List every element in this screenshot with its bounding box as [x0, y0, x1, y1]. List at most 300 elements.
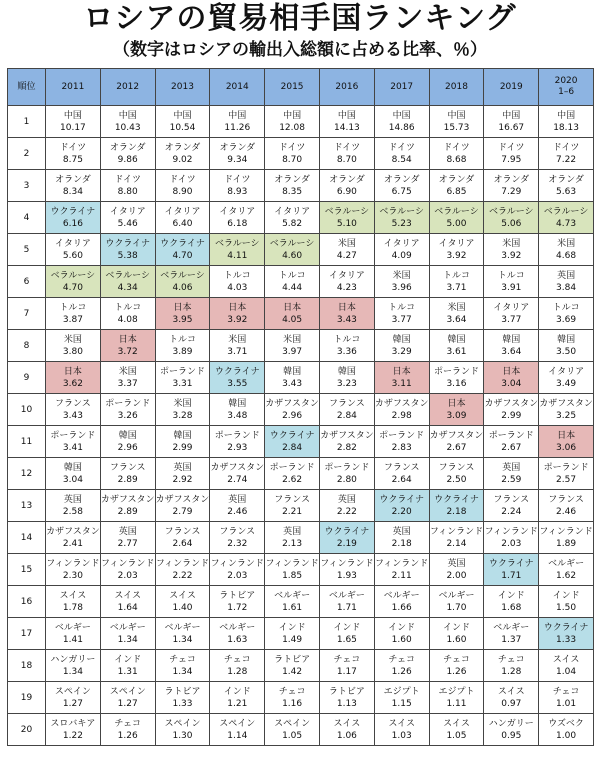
table-cell [319, 106, 374, 138]
share-value: 4.05 [282, 314, 303, 325]
table-cell [374, 426, 429, 458]
country-name: ベルギー [219, 622, 256, 633]
table-cell [374, 106, 429, 138]
share-value: 5.23 [391, 218, 412, 229]
share-value: 3.84 [556, 282, 577, 293]
table-cell [539, 330, 594, 362]
country-name: インド [114, 654, 142, 665]
share-value: 8.90 [172, 186, 193, 197]
share-value: 8.80 [117, 186, 138, 197]
share-value: 12.08 [279, 122, 305, 133]
share-value: 1.78 [62, 602, 83, 613]
share-value: 5.06 [501, 218, 522, 229]
rank-cell: 18 [8, 650, 46, 682]
table-cell [46, 394, 101, 426]
country-name: ラトビア [274, 654, 311, 665]
country-name: トルコ [114, 302, 142, 313]
country-name: カザフスタン [100, 494, 155, 505]
table-cell [374, 394, 429, 426]
country-name: チェコ [443, 654, 470, 665]
country-name: ベラルーシ [160, 270, 205, 281]
year-header: 2014 [210, 69, 265, 106]
country-name: 日本 [337, 302, 356, 313]
share-value: 1.72 [227, 602, 248, 613]
share-value: 10.43 [114, 122, 141, 133]
share-value: 1.13 [336, 698, 357, 709]
country-name: 日本 [173, 302, 192, 313]
country-name: ベルギー [328, 590, 365, 601]
share-value: 8.34 [62, 186, 83, 197]
country-name: ベルギー [274, 590, 311, 601]
table-cell [210, 170, 265, 202]
table-cell [46, 458, 101, 490]
share-value: 3.16 [446, 378, 467, 389]
share-value: 3.26 [117, 410, 138, 421]
table-row [8, 362, 594, 394]
country-name: ウクライナ [543, 622, 589, 633]
share-value: 2.96 [117, 442, 138, 453]
share-value: 3.50 [556, 346, 577, 357]
country-name: 米国 [63, 334, 82, 345]
share-value: 1.68 [501, 602, 522, 613]
country-name: ポーランド [324, 462, 370, 473]
share-value: 2.64 [172, 538, 193, 549]
country-name: カザフスタン [210, 462, 265, 473]
country-name: スイス [552, 654, 580, 665]
table-cell [374, 330, 429, 362]
country-name: スイス [114, 590, 142, 601]
share-value: 8.93 [227, 186, 248, 197]
table-cell [484, 650, 539, 682]
country-name: チェコ [169, 654, 196, 665]
country-name: イタリア [548, 366, 585, 377]
share-value: 1.01 [556, 698, 577, 709]
table-cell [374, 490, 429, 522]
table-cell [46, 586, 101, 618]
country-name: 英国 [228, 494, 247, 505]
share-value: 4.34 [117, 282, 138, 293]
country-name: ラトビア [219, 590, 256, 601]
country-name: 米国 [392, 270, 411, 281]
rank-cell: 1 [8, 106, 46, 138]
share-value: 1.40 [172, 602, 193, 613]
share-value: 3.89 [172, 346, 193, 357]
table-cell [484, 714, 539, 746]
rank-cell: 12 [8, 458, 46, 490]
share-value: 1.31 [117, 666, 138, 677]
table-cell [319, 554, 374, 586]
country-name: ウクライナ [488, 558, 534, 569]
table-cell [100, 106, 155, 138]
rank-cell: 8 [8, 330, 46, 362]
table-cell [100, 426, 155, 458]
table-cell [374, 522, 429, 554]
country-name: ベラルーシ [215, 238, 260, 249]
table-row [8, 714, 594, 746]
share-value: 2.22 [336, 506, 357, 517]
country-name: 日本 [447, 398, 466, 409]
table-cell [484, 426, 539, 458]
year-header: 2015 [265, 69, 320, 106]
table-cell [374, 586, 429, 618]
year-header: 2013 [155, 69, 210, 106]
country-name: スイス [497, 686, 525, 697]
share-value: 1.89 [556, 538, 577, 549]
country-name: オランダ [329, 174, 365, 185]
country-name: カザフスタン [155, 494, 210, 505]
table-cell [210, 362, 265, 394]
country-name: 中国 [337, 110, 356, 121]
country-name: インド [497, 590, 525, 601]
table-cell [265, 554, 320, 586]
country-name: 韓国 [228, 398, 247, 409]
table-cell [374, 618, 429, 650]
table-cell [100, 586, 155, 618]
country-name: 日本 [283, 302, 302, 313]
rank-cell: 3 [8, 170, 46, 202]
share-value: 2.64 [391, 474, 412, 485]
country-name: イタリア [274, 206, 311, 217]
share-value: 4.44 [282, 282, 303, 293]
table-cell [319, 394, 374, 426]
table-cell [155, 202, 210, 234]
table-cell [319, 714, 374, 746]
share-value: 3.95 [172, 314, 193, 325]
country-name: ベルギー [438, 590, 475, 601]
table-cell [155, 650, 210, 682]
table-cell [429, 362, 484, 394]
country-name: カザフスタン [46, 526, 100, 537]
share-value: 1.34 [117, 634, 138, 645]
country-name: 日本 [228, 302, 247, 313]
share-value: 6.90 [336, 186, 357, 197]
table-cell [210, 682, 265, 714]
country-name: ラトビア [164, 686, 201, 697]
table-cell [319, 138, 374, 170]
table-cell [210, 650, 265, 682]
page-title: ロシアの貿易相手国ランキング [83, 1, 517, 36]
table-cell [46, 106, 101, 138]
share-value: 2.24 [501, 506, 522, 517]
country-name: イタリア [328, 270, 365, 281]
table-cell [484, 266, 539, 298]
country-name: 韓国 [173, 430, 192, 441]
share-value: 2.98 [391, 410, 412, 421]
share-value: 3.61 [446, 346, 467, 357]
table-cell [46, 330, 101, 362]
country-name: ウクライナ [214, 366, 260, 377]
share-value: 3.48 [227, 410, 248, 421]
share-value: 9.34 [227, 154, 248, 165]
country-name: イタリア [219, 206, 256, 217]
table-cell [429, 298, 484, 330]
table-cell [539, 266, 594, 298]
share-value: 1.60 [391, 634, 412, 645]
share-value: 1.70 [446, 602, 467, 613]
table-cell [539, 138, 594, 170]
table-cell [429, 266, 484, 298]
table-cell [155, 298, 210, 330]
share-value: 1.49 [282, 634, 303, 645]
table-cell [46, 682, 101, 714]
rank-cell: 16 [8, 586, 46, 618]
share-value: 11.26 [224, 122, 251, 133]
share-value: 8.54 [391, 154, 412, 165]
country-name: トルコ [223, 270, 251, 281]
country-name: チェコ [333, 654, 361, 665]
table-cell [484, 138, 539, 170]
share-value: 2.67 [446, 442, 467, 453]
table-cell [429, 106, 484, 138]
share-value: 10.54 [169, 122, 196, 133]
table-cell [210, 490, 265, 522]
table-cell [210, 298, 265, 330]
country-name: 日本 [392, 366, 411, 377]
share-value: 1.50 [556, 602, 577, 613]
country-name: エジプト [383, 686, 420, 697]
table-cell [319, 522, 374, 554]
table-cell [265, 202, 320, 234]
country-name: イタリア [438, 238, 475, 249]
table-cell [155, 170, 210, 202]
share-value: 1.60 [446, 634, 467, 645]
table-cell [484, 298, 539, 330]
table-cell [46, 362, 101, 394]
table-cell [46, 522, 101, 554]
country-name: 米国 [502, 238, 521, 249]
share-value: 1.61 [282, 602, 303, 613]
country-name: 米国 [337, 238, 356, 249]
country-name: インド [223, 686, 251, 697]
share-value: 1.27 [117, 698, 138, 709]
table-cell [100, 170, 155, 202]
share-value: 1.93 [336, 570, 357, 581]
table-row [8, 490, 594, 522]
year-header: 2017 [374, 69, 429, 106]
share-value: 1.71 [336, 602, 357, 613]
share-value: 2.82 [336, 442, 357, 453]
share-value: 1.26 [446, 666, 467, 677]
table-cell [210, 138, 265, 170]
share-value: 1.66 [391, 602, 412, 613]
share-value: 3.43 [282, 378, 303, 389]
country-name: フィンランド [46, 558, 100, 569]
table-cell [210, 330, 265, 362]
rank-cell: 20 [8, 714, 46, 746]
share-value: 2.89 [117, 506, 138, 517]
country-name: ポーランド [488, 430, 534, 441]
share-value: 3.72 [117, 346, 138, 357]
share-value: 1.14 [227, 730, 248, 741]
table-cell [319, 266, 374, 298]
country-name: オランダ [164, 142, 201, 153]
table-cell [100, 330, 155, 362]
share-value: 3.04 [501, 378, 522, 389]
share-value: 2.99 [172, 442, 193, 453]
table-cell [484, 202, 539, 234]
table-cell [319, 618, 374, 650]
share-value: 5.46 [117, 218, 138, 229]
table-cell [429, 426, 484, 458]
country-name: イタリア [109, 206, 146, 217]
country-name: フィンランド [539, 526, 593, 537]
country-name: スペイン [54, 686, 91, 697]
table-row [8, 618, 594, 650]
header-row [8, 69, 594, 106]
table-cell [155, 394, 210, 426]
table-cell [46, 266, 101, 298]
share-value: 0.97 [501, 698, 522, 709]
table-body [8, 106, 594, 746]
country-name: 日本 [557, 430, 576, 441]
table-cell [155, 458, 210, 490]
country-name: カザフスタン [539, 398, 593, 409]
table-cell [100, 618, 155, 650]
share-value: 1.22 [62, 730, 83, 741]
country-name: トルコ [59, 302, 87, 313]
country-name: 韓国 [557, 334, 576, 345]
share-value: 2.96 [282, 410, 303, 421]
table-cell [539, 106, 594, 138]
country-name: チェコ [497, 654, 525, 665]
table-cell [100, 490, 155, 522]
country-name: スペイン [164, 718, 201, 729]
country-name: オランダ [274, 174, 310, 185]
country-name: 韓国 [502, 334, 521, 345]
table-cell [155, 522, 210, 554]
share-value: 2.22 [172, 570, 193, 581]
share-value: 1.85 [282, 570, 303, 581]
share-value: 2.93 [227, 442, 248, 453]
country-name: スイス [59, 590, 87, 601]
share-value: 4.03 [227, 282, 248, 293]
share-value: 2.30 [62, 570, 83, 581]
table-cell [429, 330, 484, 362]
share-value: 3.62 [62, 378, 83, 389]
country-name: フィンランド [101, 558, 155, 569]
share-value: 3.43 [62, 410, 83, 421]
rank-cell: 13 [8, 490, 46, 522]
country-name: 日本 [118, 334, 137, 345]
country-name: 韓国 [63, 462, 82, 473]
share-value: 4.08 [117, 314, 138, 325]
table-cell [484, 394, 539, 426]
table-cell [539, 298, 594, 330]
share-value: 4.70 [172, 250, 193, 261]
table-cell [265, 618, 320, 650]
table-cell [374, 138, 429, 170]
table-cell [374, 202, 429, 234]
page-subtitle: （数字はロシアの輸出入総額に占める比率、％） [113, 40, 487, 60]
country-name: フランス [329, 398, 365, 409]
table-cell [539, 202, 594, 234]
table-cell [265, 106, 320, 138]
share-value: 5.00 [446, 218, 467, 229]
country-name: ウクライナ [269, 430, 315, 441]
country-name: インド [333, 622, 361, 633]
country-name: ハンガリー [488, 718, 534, 729]
table-cell [429, 586, 484, 618]
country-name: フランス [55, 398, 91, 409]
share-value: 2.84 [336, 410, 357, 421]
table-cell [100, 714, 155, 746]
share-value: 2.83 [391, 442, 412, 453]
rank-cell: 4 [8, 202, 46, 234]
share-value: 15.73 [443, 122, 470, 133]
share-value: 14.13 [334, 122, 360, 133]
country-name: 米国 [283, 334, 302, 345]
table-cell [265, 426, 320, 458]
table-cell [210, 106, 265, 138]
country-name: ドイツ [497, 142, 525, 153]
country-name: カザフスタン [374, 398, 429, 409]
country-name: 米国 [447, 302, 466, 313]
country-name: ポーランド [159, 366, 205, 377]
table-cell [46, 490, 101, 522]
share-value: 4.06 [172, 282, 193, 293]
table-cell [484, 554, 539, 586]
country-name: イタリア [164, 206, 201, 217]
share-value: 3.92 [227, 314, 248, 325]
table-cell [374, 170, 429, 202]
table-row [8, 138, 594, 170]
country-name: 英国 [173, 462, 192, 473]
table-cell [155, 586, 210, 618]
table-cell [484, 682, 539, 714]
share-value: 3.71 [446, 282, 467, 293]
table-cell [484, 490, 539, 522]
share-value: 3.96 [391, 282, 412, 293]
table-cell [210, 266, 265, 298]
share-value: 3.09 [446, 410, 467, 421]
table-cell [429, 394, 484, 426]
table-cell [429, 522, 484, 554]
share-value: 1.62 [556, 570, 577, 581]
table-cell [429, 714, 484, 746]
rank-cell: 19 [8, 682, 46, 714]
share-value: 4.60 [282, 250, 303, 261]
table-cell [210, 426, 265, 458]
share-value: 2.03 [501, 538, 522, 549]
country-name: フランス [493, 494, 530, 505]
country-name: カザフスタン [320, 430, 374, 441]
share-value: 4.70 [62, 282, 83, 293]
year-header: 2019 [484, 69, 539, 106]
country-name: 日本 [63, 366, 82, 377]
table-cell [319, 202, 374, 234]
table-cell [265, 682, 320, 714]
share-value: 2.59 [501, 474, 522, 485]
table-cell [319, 234, 374, 266]
table-cell [265, 362, 320, 394]
ranking-table [7, 68, 594, 746]
table-cell [265, 650, 320, 682]
country-name: オランダ [493, 174, 530, 185]
table-row [8, 426, 594, 458]
table-cell [484, 170, 539, 202]
share-value: 3.91 [501, 282, 522, 293]
country-name: ベラルーシ [105, 270, 150, 281]
country-name: ベラルーシ [324, 206, 370, 217]
table-cell [484, 458, 539, 490]
country-name: ドイツ [224, 174, 251, 185]
country-name: ウズベク [548, 718, 584, 729]
share-value: 1.03 [391, 730, 412, 741]
table-cell [155, 490, 210, 522]
country-name: フィンランド [265, 558, 319, 569]
share-value: 8.70 [282, 154, 303, 165]
table-row [8, 522, 594, 554]
